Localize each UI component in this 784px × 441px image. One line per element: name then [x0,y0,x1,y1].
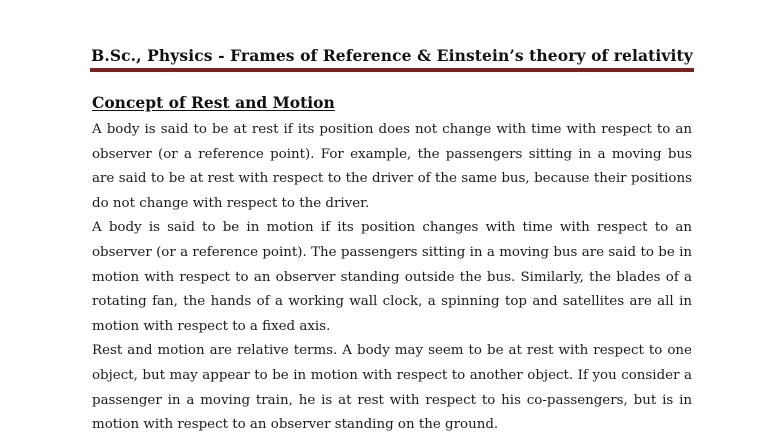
paragraph-motion: A body is said to be in motion if its position changes with time with respect to an observer (or a reference point). The passengers sitting in a moving bus are said to be in motion with respect to an observer standing outside the bus. Similarly, the blades of a rotating fan, the hands of a working wall clock, a spinning top and satellites are all in motion with respect to a fixed axis. [92,220,692,334]
page-title: B.Sc., Physics - Frames of Reference & Einstein’s theory of relativity [91,46,693,65]
paragraph-relative: Rest and motion are relative terms. A body may seem to be at rest with respect to one object, but may appear to be in motion with respect to another object. If you consider a passenger in a moving train, he is at rest with respect to his co-passengers, but is in motion with respect to an observer standing on the ground. [92,343,692,433]
section-heading: Concept of Rest and Motion [92,93,335,112]
body-text [92,118,692,438]
header-divider [90,68,694,72]
paragraph-rest: A body is said to be at rest if its position does not change with time with respect to an observer (or a reference point). For example, the passengers sitting in a moving bus are said to be at rest with respect to the driver of the same bus, because their positions do not change with respect to the driver. [92,122,692,211]
